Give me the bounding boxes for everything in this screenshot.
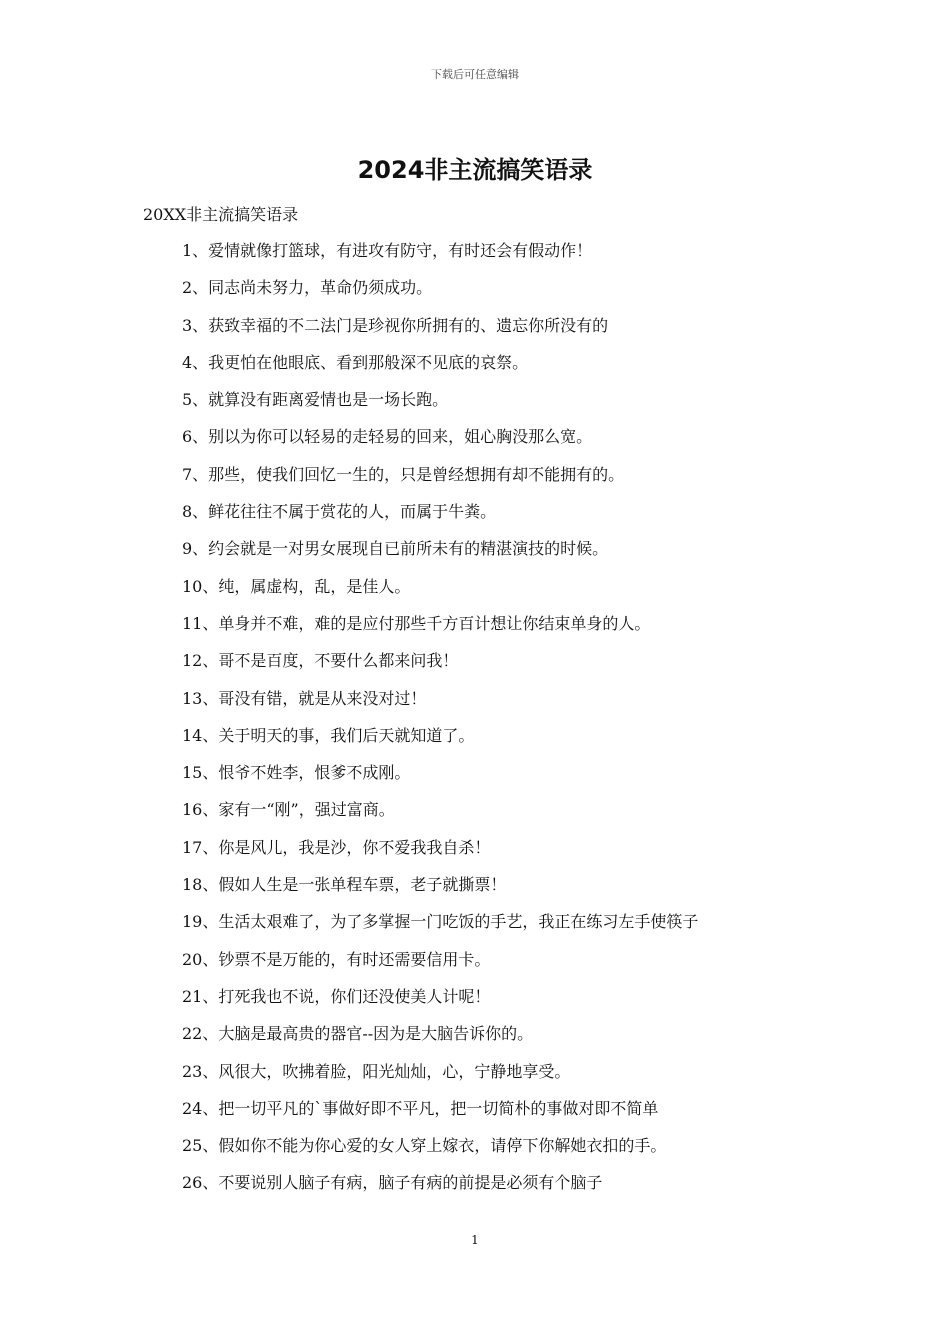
list-item: 12、哥不是百度，不要什么都来问我！ [182,651,459,671]
list-item: 21、打死我也不说，你们还没使美人计呢！ [182,986,491,1006]
list-item: 13、哥没有错，就是从来没对过！ [182,688,427,708]
list-item: 17、你是风儿，我是沙，你不爱我我自杀！ [182,837,491,857]
list-item: 8、鲜花往往不属于赏花的人，而属于牛粪。 [182,502,497,522]
list-item: 18、假如人生是一张单程车票，老子就撕票！ [182,875,507,895]
list-item: 5、就算没有距离爱情也是一场长跑。 [182,390,449,410]
list-item: 15、恨爷不姓李，恨爹不成刚。 [182,763,411,783]
list-item: 19、生活太艰难了，为了多掌握一门吃饭的手艺，我正在练习左手使筷子 [182,912,699,932]
list-item: 26、不要说别人脑子有病，脑子有病的前提是必须有个脑子 [182,1173,603,1193]
list-item: 6、别以为你可以轻易的走轻易的回来，姐心胸没那么宽。 [182,427,593,447]
list-item: 1、爱情就像打篮球，有进攻有防守，有时还会有假动作！ [182,241,593,260]
list-item: 9、约会就是一对男女展现自已前所未有的精湛演技的时候。 [182,539,609,559]
document-subtitle: 20XX非主流搞笑语录 [143,205,299,224]
list-item: 23、风很大，吹拂着脸，阳光灿灿，心，宁静地享受。 [182,1061,571,1081]
list-item: 2、同志尚未努力，革命仍须成功。 [182,278,433,298]
list-item: 10、纯，属虚构，乱，是佳人。 [182,576,411,596]
list-item: 3、获致幸福的不二法门是珍视你所拥有的、遗忘你所没有的 [182,315,609,335]
list-item: 14、关于明天的事，我们后天就知道了。 [182,725,475,745]
page-header: 下载后可任意编辑 [431,68,519,81]
quote-list [182,232,922,1202]
list-item: 11、单身并不难，难的是应付那些千方百计想让你结束单身的人。 [182,613,651,633]
list-item: 20、钞票不是万能的，有时还需要信用卡。 [182,949,491,969]
list-item: 24、把一切平凡的`事做好即不平凡，把一切简朴的事做对即不简单 [182,1098,659,1118]
list-item: 7、那些，使我们回忆一生的，只是曾经想拥有却不能拥有的。 [182,464,625,484]
list-item: 4、我更怕在他眼底、看到那般深不见底的哀祭。 [182,352,529,372]
list-item: 25、假如你不能为你心爱的女人穿上嫁衣，请停下你解她衣扣的手。 [182,1136,667,1156]
list-item: 22、大脑是最高贵的器官--因为是大脑告诉你的。 [182,1024,534,1044]
list-item: 16、家有一“刚”，强过富商。 [182,800,395,820]
page-number: 1 [471,1233,479,1247]
document-title: 2024非主流搞笑语录 [357,156,593,184]
